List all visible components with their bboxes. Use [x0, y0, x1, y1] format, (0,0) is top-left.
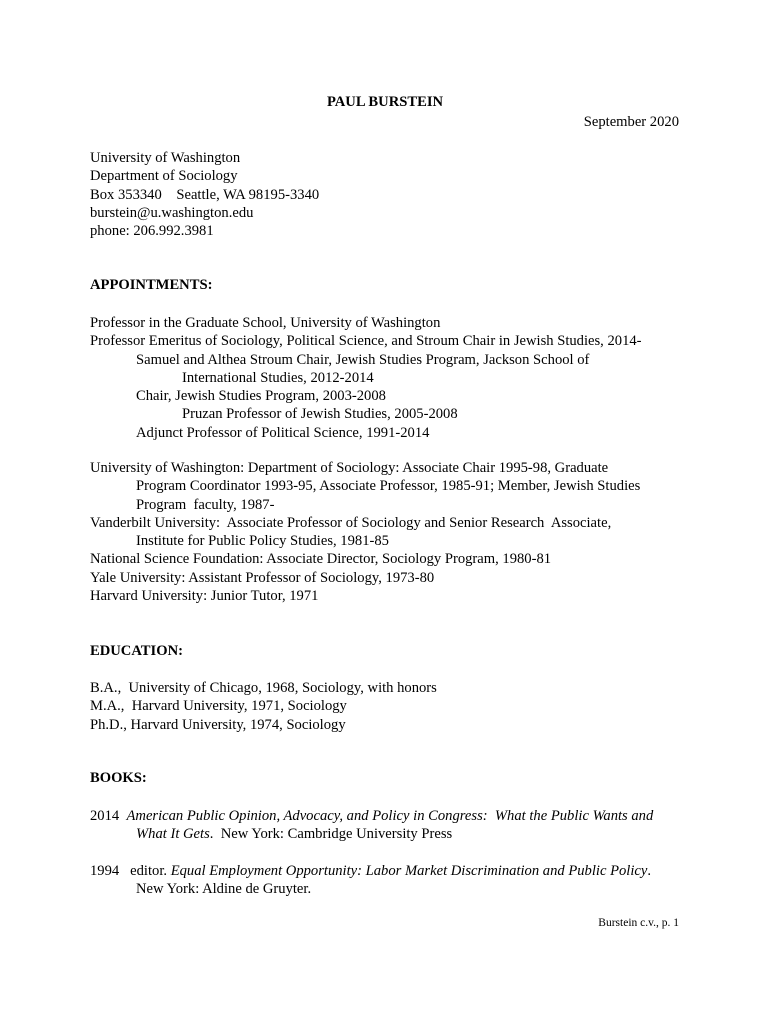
history-line: Harvard University: Junior Tutor, 1971	[90, 588, 319, 605]
appointment-line: International Studies, 2012-2014	[182, 369, 374, 386]
appointment-line: Chair, Jewish Studies Program, 2003-2008	[136, 388, 386, 405]
book-title: Equal Employment Opportunity: Labor Market Discrimination and Public Policy	[170, 863, 648, 879]
history-line: Yale University: Assistant Professor of Sociology, 1973-80	[90, 569, 435, 586]
history-line: University of Washington: Department of Sociology: Associate Chair 1995-98, Graduate	[90, 460, 609, 476]
history-line: Vanderbilt University: Associate Professor of Sociology and Senior Research Associate,	[90, 514, 612, 531]
book-line	[90, 862, 651, 880]
contact-email: burstein@u.washington.edu	[90, 204, 254, 221]
contact-block	[90, 149, 319, 240]
book-title: What It Gets	[136, 826, 210, 843]
appointment-line: Professor Emeritus of Sociology, Political Science, and Stroum Chair in Jewish Studies, 2014-	[90, 333, 642, 350]
appointments-heading: APPOINTMENTS:	[90, 277, 213, 293]
appointments-history-block	[90, 459, 640, 605]
education-heading: EDUCATION:	[90, 643, 183, 659]
book-entry	[90, 807, 653, 844]
page-footer: Burstein c.v., p. 1	[598, 917, 679, 929]
book-year: 2014	[90, 808, 120, 824]
contact-line: Department of Sociology	[90, 168, 238, 185]
cv-date: September 2020	[583, 114, 679, 130]
book-publisher: New York: Aldine de Gruyter.	[136, 881, 312, 898]
book-prefix: editor.	[130, 863, 171, 879]
history-line: National Science Foundation: Associate Director, Sociology Program, 1980-81	[90, 551, 552, 568]
book-publisher: . New York: Cambridge University Press	[209, 826, 453, 843]
books-heading: BOOKS:	[90, 770, 147, 786]
book-entry	[90, 862, 651, 899]
education-line: M.A., Harvard University, 1971, Sociology	[90, 698, 347, 715]
contact-phone: phone: 206.992.3981	[90, 223, 214, 240]
appointment-line: Pruzan Professor of Jewish Studies, 2005-2008	[182, 406, 458, 423]
history-line: Program Coordinator 1993-95, Associate Professor, 1985-91; Member, Jewish Studies	[136, 478, 641, 495]
appointments-uw-block	[90, 314, 642, 442]
book-year: 1994	[90, 863, 120, 879]
history-line: Institute for Public Policy Studies, 1981-85	[136, 533, 389, 550]
education-block	[90, 679, 437, 734]
contact-line: University of Washington	[90, 150, 241, 166]
education-line: Ph.D., Harvard University, 1974, Sociology	[90, 716, 346, 733]
book-line	[90, 825, 653, 843]
history-line: Program faculty, 1987-	[136, 496, 275, 513]
book-suffix: .	[647, 863, 652, 879]
book-line	[90, 807, 653, 825]
contact-line: Box 353340 Seattle, WA 98195-3340	[90, 186, 320, 203]
appointment-line: Samuel and Althea Stroum Chair, Jewish Studies Program, Jackson School of	[136, 351, 590, 368]
book-title: American Public Opinion, Advocacy, and Policy in Congress: What the Public Wants and	[126, 808, 654, 824]
appointment-line: Professor in the Graduate School, University of Washington	[90, 315, 441, 331]
education-line: B.A., University of Chicago, 1968, Sociology, with honors	[90, 680, 437, 696]
appointment-line: Adjunct Professor of Political Science, 1991-2014	[136, 424, 430, 441]
cv-name-heading: PAUL BURSTEIN	[326, 94, 444, 110]
